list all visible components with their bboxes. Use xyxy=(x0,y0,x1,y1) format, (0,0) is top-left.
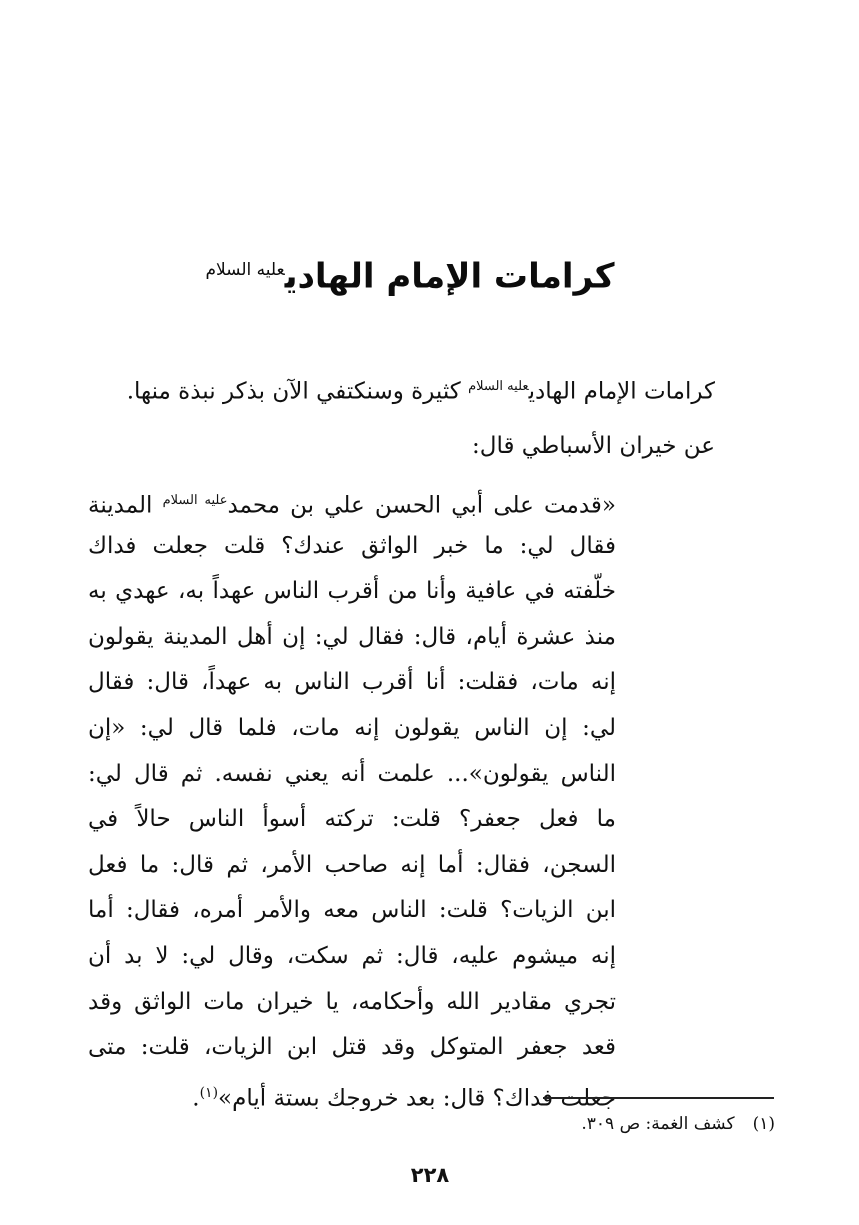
narration-line: فقال لي: ما خبر الواثق عندك؟ قلت جعلت فداك xyxy=(88,532,616,559)
narration-line: منذ عشرة أيام، قال: فقال لي: إن أهل المدينة يقولون xyxy=(88,623,616,650)
narration-line: إنه ميشوم عليه، قال: ثم سكت، وقال لي: لا بد أن xyxy=(88,942,616,969)
footnote-divider xyxy=(543,1097,774,1099)
narration-line: ابن الزيات؟ قلت: الناس معه والأمر أمره، فقال: أما xyxy=(88,897,616,924)
page-number: ٢٢٨ xyxy=(410,1163,450,1187)
narration-line: تجري مقادير الله وأحكامه، يا خيران مات الواثق وقد xyxy=(88,988,616,1015)
narration-line: خلّفته في عافية وأنا من أقرب الناس عهداً به، عهدي به xyxy=(88,578,616,605)
narration-line: قعد جعفر المتوكل وقد قتل ابن الزيات، قلت: متى xyxy=(88,1034,616,1061)
footnote xyxy=(430,1110,775,1138)
narration-line: إنه مات، فقلت: أنا أقرب الناس به عهداً، قال: فقال xyxy=(88,669,616,696)
narration-block xyxy=(88,478,616,1116)
narration-line: ما فعل جعفر؟ قلت: تركته أسوأ الناس حالاً في xyxy=(88,806,616,833)
narration-line: الناس يقولون»... علمت أنه يعني نفسه. ثم قال لي: xyxy=(88,760,616,787)
chapter-title xyxy=(200,240,620,306)
intro-paragraph xyxy=(90,360,715,473)
narration-line: السجن، فقال: أما إنه صاحب الأمر، ثم قال: ما فعل xyxy=(88,851,616,878)
footnote-reference[interactable]: (١) xyxy=(199,1084,219,1101)
narration-line: «قدمت على أبي الحسن علي بن محمد$^{عليه السلام}$ المدينة xyxy=(88,492,616,519)
intro-line-1: كرامات الإمام الهادي$^{عليه السلام}$ كثيرة وسنكتفي الآن بذكر نبذة منها. xyxy=(126,378,715,405)
honorific-glyph: عليه السلام xyxy=(205,260,285,280)
honorific-glyph: عليه السلام xyxy=(468,379,529,394)
honorific-glyph: عليه السلام xyxy=(162,493,228,508)
narration-last-line: جعلت فداك؟ قال: بعد خروجك بستة أيام»$^{(١)}$. xyxy=(192,1084,616,1112)
footnote-text: كشف الغمة: ص ٣٠٩. xyxy=(581,1114,735,1134)
footnote-number: (١) xyxy=(752,1114,775,1134)
intro-line-2: عن خيران الأسباطي قال: xyxy=(472,432,715,459)
chapter-title-text: كرامات الإمام الهادي xyxy=(284,256,615,297)
narration-line: لي: إن الناس يقولون إنه مات، فلما قال لي: «إن xyxy=(88,714,616,741)
